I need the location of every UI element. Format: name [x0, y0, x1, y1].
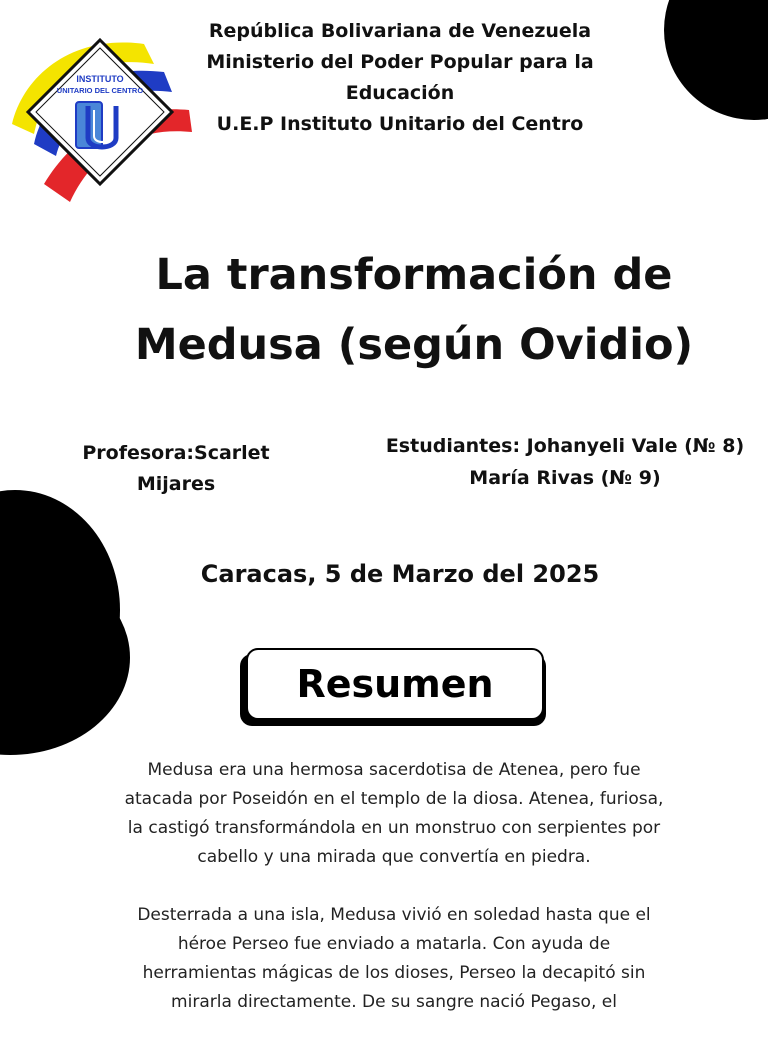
header-ministry: Ministerio del Poder Popular para la Educación	[206, 51, 594, 104]
institution-header	[160, 16, 640, 140]
summary-paragraph-1: Medusa era una hermosa sacerdotisa de Atenea, pero fue atacada por Poseidón en el templo de la diosa. Atenea, furiosa, la castigó transformándola en un monstruo con serpientes por cabello y una mirada que convertía en piedra.	[124, 760, 664, 867]
students-block	[362, 430, 768, 494]
header-country: República Bolivariana de Venezuela	[208, 20, 592, 42]
date-line: Caracas, 5 de Marzo del 2025	[200, 560, 600, 588]
header-school: U.E.P Instituto Unitario del Centro	[216, 113, 584, 135]
summary-body	[124, 756, 664, 1046]
decorative-circle-top-right	[664, 0, 768, 120]
logo-text-line1: INSTITUTO	[76, 74, 124, 84]
logo-text-line2: UNITARIO DEL CENTRO	[56, 86, 144, 95]
student-line-1: Estudiantes: Johanyeli Vale (№ 8)	[385, 435, 745, 457]
student-line-2: María Rivas (№ 9)	[469, 467, 661, 489]
summary-paragraph-2: Desterrada a una isla, Medusa vivió en soledad hasta que el héroe Perseo fue enviado a matarla. Con ayuda de herramientas mágicas de los dioses, Perseo la decapitó sin mirarla directamente. De su sangre nació Pegaso, el	[137, 905, 651, 1012]
summary-label-box	[246, 648, 544, 720]
teacher-name: Profesora:Scarlet Mijares	[82, 442, 270, 495]
page-title: La transformación de Medusa (según Ovidio)	[134, 250, 694, 370]
summary-label: Resumen	[296, 662, 494, 706]
